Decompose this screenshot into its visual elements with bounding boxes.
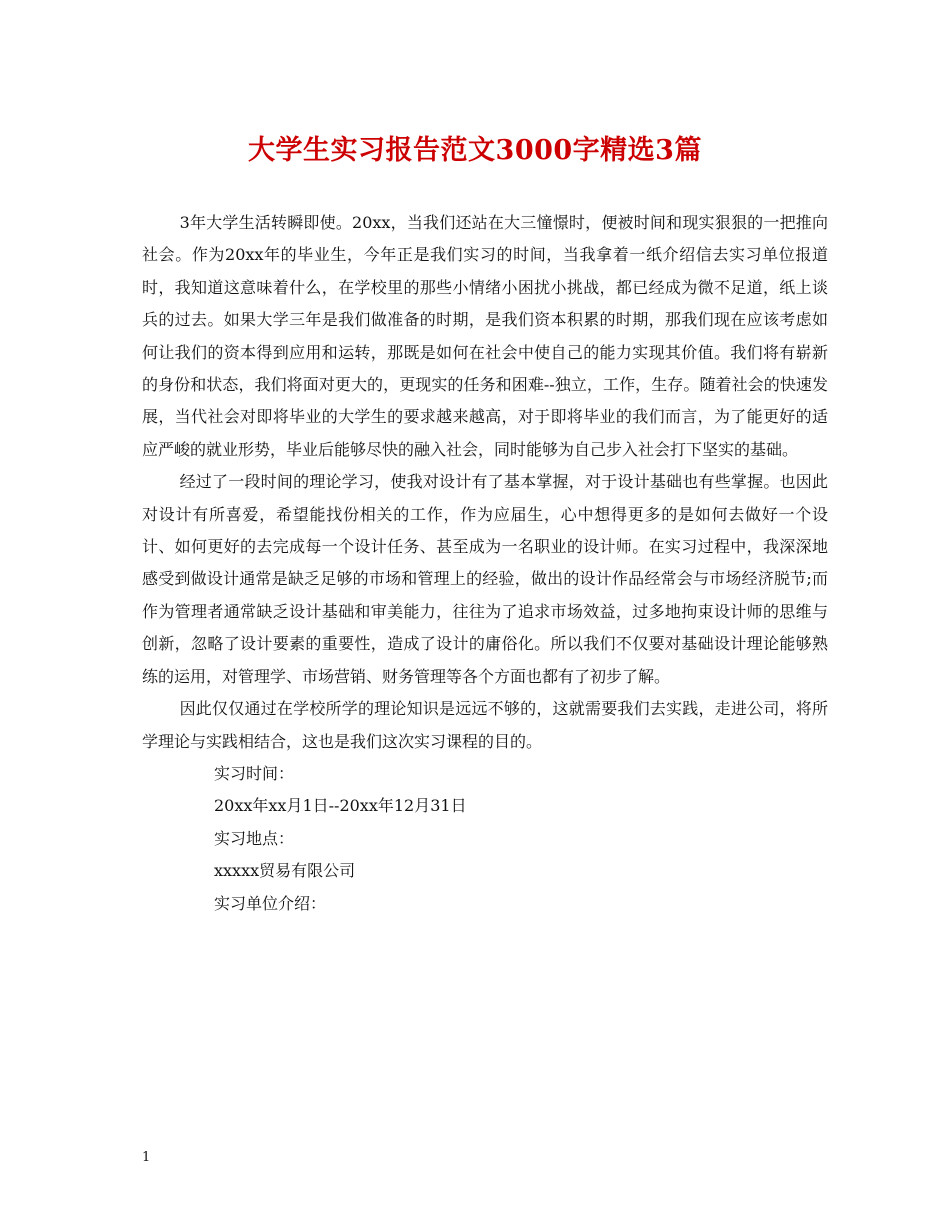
paragraph-3: 因此仅仅通过在学校所学的理论知识是远远不够的，这就需要我们去实践，走进公司，将所学理论与实践相结合，这也是我们这次实习课程的目的。 (142, 699, 828, 751)
paragraph-1: 3年大学生活转瞬即使。20xx，当我们还站在大三憧憬时，便被时间和现实狠狠的一把推向社会。作为20xx年的毕业生，今年正是我们实习的时间，当我拿着一纸介绍信去实习单位报道时，我知道这意味着什么，在学校里的那些小情绪小困扰小挑战，都已经成为微不足道，纸上谈兵的过去。如果大学三年是我们做准备的时期，是我们资本积累的时期，那我们现在应该考虑如何让我们的资本得到应用和运转，那既是如何在社会中使自己的能力实现其价值。我们将有崭新的身份和状态，我们将面对更大的，更现实的任务和困难--独立，工作，生存。随着社会的快速发展，当代社会对即将毕业的大学生的要求越来越高，对于即将毕业的我们而言，为了能更好的适应严峻的就业形势，毕业后能够尽快的融入社会，同时能够为自己步入社会打下坚实的基础。 (142, 213, 828, 459)
document-title: 大学生实习报告范文3000字精选3篇 (248, 135, 702, 166)
internship-time-value: 20xx年xx月1日--20xx年12月31日 (214, 796, 467, 816)
document-body (142, 207, 828, 920)
internship-location-value: xxxxx贸易有限公司 (214, 861, 356, 881)
internship-unit-intro-label: 实习单位介绍： (214, 893, 327, 913)
internship-time-label: 实习时间： (214, 763, 295, 783)
paragraph-2: 经过了一段时间的理论学习，使我对设计有了基本掌握，对于设计基础也有些掌握。也因此对设计有所喜爱，希望能找份相关的工作，作为应届生，心中想得更多的是如何去做好一个设计、如何更好的去完成每一个设计任务、甚至成为一名职业的设计师。在实习过程中，我深深地感受到做设计通常是缺乏足够的市场和管理上的经验，做出的设计作品经常会与市场经济脱节;而作为管理者通常缺乏设计基础和审美能力，往往为了追求市场效益，过多地拘束设计师的思维与创新，忽略了设计要素的重要性，造成了设计的庸俗化。所以我们不仅要对基础设计理论能够熟练的运用，对管理学、市场营销、财务管理等各个方面也都有了初步了解。 (142, 472, 828, 686)
page-number: 1 (142, 1150, 151, 1165)
internship-location-label: 实习地点： (214, 828, 295, 848)
